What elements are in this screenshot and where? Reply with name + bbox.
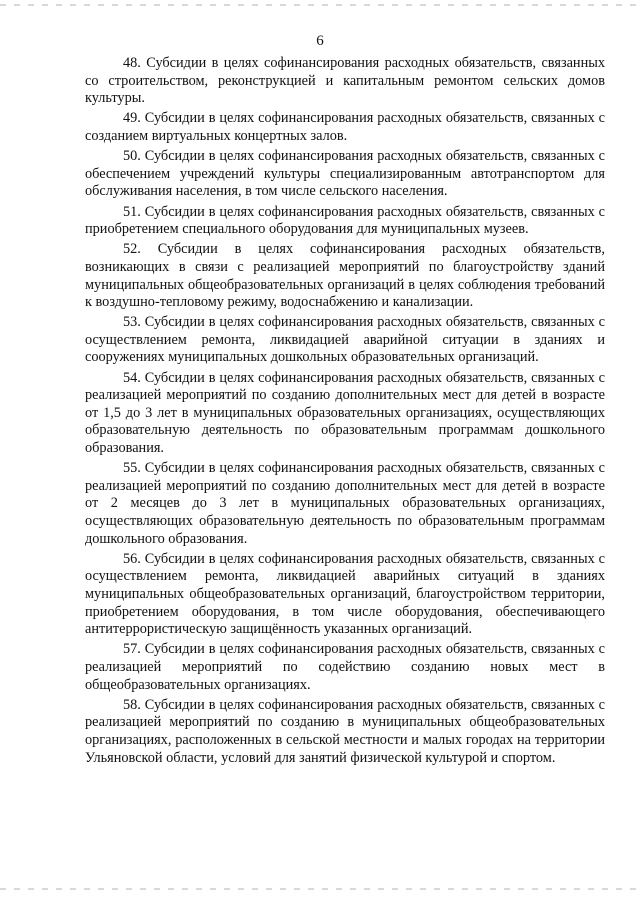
- document-body: [85, 55, 605, 770]
- paragraph-58: 58. Субсидии в целях софинансирования расходных обязательств, связанных с реализацией мероприятий по созданию в муниципальных общеобразовательных организациях, расположенных в сельской местности и малых городах на территории Ульяновской области, условий для занятий физической культурой и спортом.: [85, 696, 605, 766]
- paragraph-49: 49. Субсидии в целях софинансирования расходных обязательств, связанных с созданием виртуальных концертных залов.: [85, 110, 605, 144]
- paragraph-50: 50. Субсидии в целях софинансирования расходных обязательств, связанных с обеспечением учреждений культуры специализированным автотранспортом для обслуживания населения, в том числе сельского населения.: [85, 148, 605, 200]
- paragraph-57: 57. Субсидии в целях софинансирования расходных обязательств, связанных с реализацией мероприятий по содействию созданию новых мест в общеобразовательных организациях.: [85, 641, 605, 693]
- paragraph-53: 53. Субсидии в целях софинансирования расходных обязательств, связанных с осуществлением ремонта, ликвидацией аварийной ситуации в зданиях и сооружениях муниципальных дошкольных образовательных организаций.: [85, 314, 605, 366]
- paragraph-56: 56. Субсидии в целях софинансирования расходных обязательств, связанных с осуществлением ремонта, ликвидацией аварийных ситуаций в зданиях муниципальных общеобразовательных организаций, благоустройством территории, приобретением оборудования, в том числе оборудования, обеспечивающего антитеррористическую защищённость указанных организаций.: [85, 550, 605, 638]
- paragraph-52: 52. Субсидии в целях софинансирования расходных обязательств, возникающих в связи с реализацией мероприятий по благоустройству зданий муниципальных общеобразовательных организаций в целях соблюдения требований к воздушно-тепловому режиму, водоснабжению и канализации.: [85, 241, 605, 311]
- page-number: 6: [316, 33, 324, 49]
- paragraph-54: 54. Субсидии в целях софинансирования расходных обязательств, связанных с реализацией мероприятий по созданию дополнительных мест для детей в возрасте от 1,5 до 3 лет в муниципальных образовательных организациях, осуществляющих образовательную деятельность по образовательным программам дошкольного образования.: [85, 369, 605, 457]
- paragraph-51: 51. Субсидии в целях софинансирования расходных обязательств, связанных с приобретением специального оборудования для муниципальных музеев.: [85, 203, 605, 238]
- paragraph-48: 48. Субсидии в целях софинансирования расходных обязательств, связанных со строительством, реконструкцией и капитальным ремонтом сельских домов культуры.: [85, 55, 605, 107]
- scan-edge-bottom: [0, 888, 640, 890]
- paragraph-55: 55. Субсидии в целях софинансирования расходных обязательств, связанных с реализацией мероприятий по созданию дополнительных мест для детей в возрасте от 2 месяцев до 3 лет в муниципальных образовательных организациях, осуществляющих образовательную деятельность по образовательным программам дошкольного образования.: [85, 460, 605, 547]
- scan-edge-top: [0, 4, 640, 6]
